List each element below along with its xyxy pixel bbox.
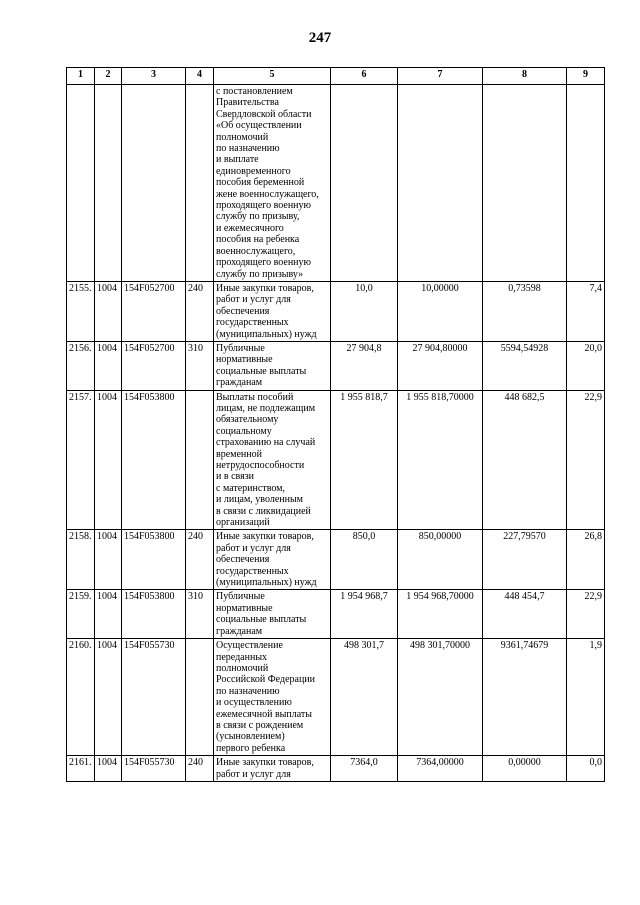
target-article-code: 154F053800 — [122, 590, 186, 639]
row-number — [67, 85, 95, 282]
item-name-line: с постановлением — [216, 86, 293, 97]
row-number: 2161. — [67, 756, 95, 782]
table-body — [67, 85, 605, 782]
item-name-line: Выплаты пособий — [216, 391, 294, 403]
item-name-line: Иные закупки товаров, — [216, 757, 314, 769]
row-number: 2160. — [67, 639, 95, 756]
expense-type-code: 310 — [186, 341, 214, 390]
page-number: 247 — [308, 30, 332, 46]
item-name-line: пособия на ребенка — [216, 234, 300, 246]
amount-col-8: 448 682,5 — [483, 390, 567, 530]
item-name-line: лицам, не подлежащим — [216, 402, 316, 414]
item-name-line: в связи с рождением — [216, 719, 304, 731]
item-name — [214, 390, 331, 530]
percent-col-9 — [567, 85, 605, 282]
item-name-line: организаций — [216, 517, 270, 529]
item-name-line: Российской Федерации — [216, 674, 316, 686]
amount-col-8: 227,79570 — [483, 530, 567, 590]
amount-col-6: 27 904,8 — [331, 341, 398, 390]
row-number: 2156. — [67, 341, 95, 390]
amount-col-7: 850,00000 — [398, 530, 483, 590]
table-row — [67, 85, 605, 282]
item-name-line: Публичные — [216, 591, 265, 603]
amount-col-6 — [331, 85, 398, 282]
item-name-line: службу по призыву» — [216, 268, 304, 280]
expense-type-code — [186, 639, 214, 756]
amount-col-7 — [398, 85, 483, 282]
target-article-code: 154F053800 — [122, 530, 186, 590]
item-name-line: переданных — [216, 651, 268, 663]
item-name-line: (муниципальных) нужд — [216, 577, 317, 589]
item-name-line: и выплате — [216, 154, 259, 166]
item-name-line: работ и услуг для — [216, 294, 291, 306]
amount-col-7: 1 954 968,70000 — [398, 590, 483, 639]
item-name-line: полномочий — [216, 662, 269, 674]
expense-type-code: 240 — [186, 756, 214, 782]
item-name-line: службу по призыву, — [216, 211, 300, 223]
section-code: 1004 — [95, 756, 122, 782]
item-name-line: государственных — [216, 565, 289, 577]
amount-col-8: 9361,74679 — [483, 639, 567, 756]
item-name-line: социальные выплаты — [216, 365, 307, 377]
item-name-line: проходящего военную — [216, 200, 311, 212]
item-name-line: жене военнослужащего, — [216, 188, 319, 200]
amount-col-7: 10,00000 — [398, 281, 483, 341]
item-name — [214, 639, 331, 756]
expense-type-code: 240 — [186, 530, 214, 590]
item-name-line: первого ребенка — [216, 742, 286, 754]
item-name-line: работ и услуг для — [216, 542, 291, 554]
table-row — [67, 756, 605, 782]
header-col-1: 1 — [67, 68, 95, 85]
amount-col-7: 498 301,70000 — [398, 639, 483, 756]
target-article-code: 154F053800 — [122, 390, 186, 530]
target-article-code: 154F052700 — [122, 281, 186, 341]
section-code: 1004 — [95, 341, 122, 390]
item-name-line: Правительства — [216, 97, 279, 109]
percent-col-9: 22,9 — [567, 590, 605, 639]
item-name-line: социальные выплаты — [216, 614, 307, 626]
header-col-3: 3 — [122, 68, 186, 85]
item-name-line: проходящего военную — [216, 257, 311, 269]
item-name-line: и лицам, уволенным — [216, 494, 304, 506]
section-code — [95, 85, 122, 282]
item-name-line: работ и услуг для — [216, 768, 291, 780]
amount-col-6: 10,0 — [331, 281, 398, 341]
row-number: 2158. — [67, 530, 95, 590]
percent-col-9: 22,9 — [567, 390, 605, 530]
item-name-line: в связи с ликвидацией — [216, 505, 311, 517]
item-name-line: полномочий — [216, 131, 269, 143]
item-name-line: военнослужащего, — [216, 245, 296, 257]
expense-type-code — [186, 85, 214, 282]
item-name-line: с материнством, — [216, 482, 285, 494]
item-name — [214, 756, 331, 782]
amount-col-7: 27 904,80000 — [398, 341, 483, 390]
amount-col-6: 1 955 818,7 — [331, 390, 398, 530]
item-name-line: единовременного — [216, 165, 291, 177]
header-col-5: 5 — [214, 68, 331, 85]
amount-col-8: 0,00000 — [483, 756, 567, 782]
table-header — [67, 68, 605, 85]
item-name-line: социальному — [216, 425, 272, 437]
percent-col-9: 0,0 — [567, 756, 605, 782]
percent-col-9: 7,4 — [567, 281, 605, 341]
amount-col-6: 850,0 — [331, 530, 398, 590]
header-col-8: 8 — [483, 68, 567, 85]
header-col-6: 6 — [331, 68, 398, 85]
target-article-code — [122, 85, 186, 282]
item-name-line: пособия беременной — [216, 177, 305, 189]
item-name-line: нормативные — [216, 354, 273, 366]
header-col-4: 4 — [186, 68, 214, 85]
item-name-line: (муниципальных) нужд — [216, 328, 317, 340]
table-row — [67, 530, 605, 590]
header-col-2: 2 — [95, 68, 122, 85]
row-number: 2159. — [67, 590, 95, 639]
budget-table — [66, 67, 605, 782]
item-name-line: и в связи — [216, 471, 255, 483]
percent-col-9: 1,9 — [567, 639, 605, 756]
item-name-line: Публичные — [216, 342, 265, 354]
amount-col-6: 1 954 968,7 — [331, 590, 398, 639]
item-name-line: государственных — [216, 317, 289, 329]
table-row — [67, 639, 605, 756]
amount-col-8: 0,73598 — [483, 281, 567, 341]
item-name — [214, 341, 331, 390]
item-name-line: Иные закупки товаров, — [216, 531, 314, 543]
item-name-line: временной — [216, 448, 262, 460]
row-number: 2155. — [67, 281, 95, 341]
item-name-line: Иные закупки товаров, — [216, 282, 314, 294]
item-name-line: ежемесячной выплаты — [216, 708, 312, 720]
table-row — [67, 341, 605, 390]
item-name-line: (усыновлением) — [216, 731, 285, 743]
item-name — [214, 590, 331, 639]
item-name — [214, 281, 331, 341]
section-code: 1004 — [95, 281, 122, 341]
percent-col-9: 20,0 — [567, 341, 605, 390]
header-col-7: 7 — [398, 68, 483, 85]
item-name-line: и ежемесячного — [216, 222, 284, 234]
item-name-line: нормативные — [216, 602, 273, 614]
target-article-code: 154F055730 — [122, 756, 186, 782]
amount-col-8 — [483, 85, 567, 282]
header-col-9: 9 — [567, 68, 605, 85]
row-number: 2157. — [67, 390, 95, 530]
item-name-line: и осуществлению — [216, 697, 292, 709]
expense-type-code: 240 — [186, 281, 214, 341]
item-name-line: обеспечения — [216, 305, 270, 317]
item-name-line: по назначению — [216, 685, 280, 697]
item-name — [214, 85, 331, 282]
section-code: 1004 — [95, 530, 122, 590]
target-article-code: 154F055730 — [122, 639, 186, 756]
section-code: 1004 — [95, 390, 122, 530]
item-name-line: обеспечения — [216, 554, 270, 566]
item-name — [214, 530, 331, 590]
amount-col-7: 1 955 818,70000 — [398, 390, 483, 530]
table-row — [67, 590, 605, 639]
item-name-line: «Об осуществлении — [216, 120, 302, 132]
target-article-code: 154F052700 — [122, 341, 186, 390]
table-row — [67, 390, 605, 530]
table-row — [67, 281, 605, 341]
amount-col-7: 7364,00000 — [398, 756, 483, 782]
item-name-line: гражданам — [216, 377, 263, 389]
item-name-line: страхованию на случай — [216, 437, 316, 449]
amount-col-6: 498 301,7 — [331, 639, 398, 756]
expense-type-code: 310 — [186, 590, 214, 639]
amount-col-6: 7364,0 — [331, 756, 398, 782]
item-name-line: гражданам — [216, 625, 263, 637]
item-name-line: Свердловской области — [216, 108, 312, 120]
header-row — [67, 68, 605, 85]
item-name-line: обязательному — [216, 414, 279, 426]
section-code: 1004 — [95, 590, 122, 639]
section-code: 1004 — [95, 639, 122, 756]
item-name-line: Осуществление — [216, 640, 283, 652]
amount-col-8: 5594,54928 — [483, 341, 567, 390]
item-name-line: по назначению — [216, 143, 280, 155]
amount-col-8: 448 454,7 — [483, 590, 567, 639]
percent-col-9: 26,8 — [567, 530, 605, 590]
item-name-line: нетрудоспособности — [216, 460, 305, 471]
expense-type-code — [186, 390, 214, 530]
